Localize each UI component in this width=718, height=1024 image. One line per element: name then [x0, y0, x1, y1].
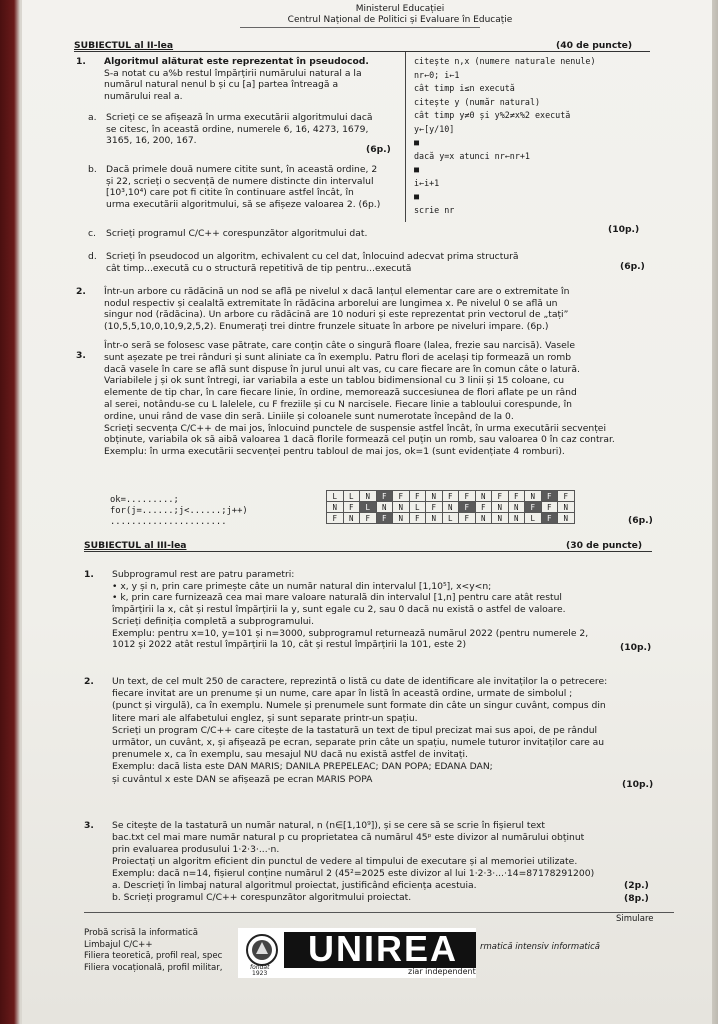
grid-cell: F	[459, 513, 476, 524]
q1-line: numărului real a.	[104, 90, 183, 102]
grid-cell: F	[426, 502, 443, 513]
q3-line: elemente de tip char, în care fiecare linie, în ordine, memorează succesiunea de flori aflate pe un rând	[104, 387, 577, 399]
s3-q1-number: 1.	[84, 569, 94, 580]
logo-wordmark: UNIREA	[308, 928, 459, 969]
subject-3-points: (30 de puncte)	[566, 540, 643, 551]
q3-code-line: ok=.........;	[110, 495, 179, 505]
subject-3-rule	[84, 551, 652, 552]
s3-q1-line: • k, prin care furnizează cea mai mare valoare naturală din intervalul [1,n] pentru care atât restul	[112, 592, 562, 604]
grid-cell: F	[409, 513, 426, 524]
q1b-line: [10³,10⁴) care pot fi citite în continuare astfel încât, în	[106, 187, 354, 198]
grid-cell: F	[541, 513, 558, 524]
footer-line: Limbajul C/C++	[84, 939, 153, 950]
grid-cell: F	[327, 513, 344, 524]
grid-cell: N	[360, 491, 377, 502]
footer-line: Filiera teoretică, profil real, spec	[84, 951, 223, 961]
grid-cell: N	[492, 502, 509, 513]
pseudocode-line: ■	[414, 137, 420, 147]
grid-cell: N	[393, 513, 410, 524]
grid-cell: F	[525, 502, 542, 513]
footer-simulare: Simulare	[616, 914, 654, 924]
q2-line: nodul respectiv și cealaltă extremitate în rădăcina arborelui are lungimea x. Pe nivelul 0 se află un	[104, 297, 558, 309]
q3-line: obținute, variabila ok să aibă valoarea 1 dacă florile formează cel puțin un romb, sau valoarea 0 în caz contrar.	[104, 434, 615, 446]
grid-cell: F	[459, 491, 476, 502]
s3-q2-line: (punct și virgulă), ca în exemplu. Numele și prenumele sunt formate din câte un singur cuvânt, compus din	[112, 700, 606, 712]
q3-line: ordine, unui rând de vase din seră. Liniile și coloanele sunt numerotate începând de la 0.	[104, 410, 514, 422]
grid-cell: N	[393, 502, 410, 513]
s3-q2-line: și cuvântul x este DAN se afișează pe ecran MARIS POPA	[112, 773, 373, 785]
logo-subtitle: ziar independent	[408, 967, 476, 976]
grid-cell: F	[541, 502, 558, 513]
grid-row	[327, 513, 575, 524]
q3-line: al serei, notându-se cu L lalelele, cu F freziile și cu N narcisele. Fiecare linie a tabloului corespunde, în	[104, 399, 572, 410]
s3-q1-line: Exemplu: pentru x=10, y=101 și n=3000, subprogramul returnează numărul 2022 (pentru numerele 2,	[112, 627, 589, 639]
q1a-line: se citesc, în această ordine, numerele 6, 16, 4273, 1679,	[106, 123, 369, 135]
s3-q2-number: 2.	[84, 676, 94, 687]
grid-cell: N	[327, 502, 344, 513]
pseudocode-line: cât timp y≠0 și y%2≠x%2 execută	[414, 110, 571, 120]
q3-line: sunt așezate pe trei rânduri și sunt aliniate ca în exemplu. Patru flori de același tip formează un romb	[104, 351, 572, 363]
s3-q1-line: împărțirii la x, cât și restul împărțirii la y, sunt egale cu 2, sau 0 dacă nu există o astfel de valoare.	[112, 604, 566, 616]
grid-cell: N	[508, 513, 525, 524]
q3-code-line: ......................	[110, 517, 227, 527]
q3-line: Scrieți secvența C/C++ de mai jos, înlocuind punctele de suspensie astfel încât, în urma executării secvenței	[104, 422, 607, 434]
grid-cell: L	[360, 502, 377, 513]
footer-line: Probă scrisă la informatică	[84, 928, 198, 938]
subject-3-title: SUBIECTUL al III-lea	[84, 540, 187, 551]
subject-2-title: SUBIECTUL al II-lea	[74, 40, 174, 51]
grid-cell: F	[376, 491, 393, 502]
q2-line: singur nod (rădăcina). Un arbore cu rădăcină are 10 noduri și este reprezentat prin vectorul de „tați”	[104, 309, 569, 320]
q1b-letter: b.	[88, 164, 97, 175]
center-name: Centrul Național de Politici și Evaluare în Educație	[287, 15, 513, 25]
q1c-points: (10p.)	[608, 224, 640, 235]
q3-line: Exemplu: în urma executării secvenței pentru tabloul de mai jos, ok=1 (sunt evidențiate 4 romburi).	[104, 446, 565, 458]
s3-q2-points: (10p.)	[622, 779, 654, 790]
q1a-letter: a.	[88, 112, 97, 123]
q2-line: Într-un arbore cu rădăcină un nod se află pe nivelul x dacă lanțul elementar care are o extremitate în	[104, 286, 570, 297]
grid-row	[327, 502, 575, 513]
unirea-logo	[238, 928, 476, 978]
grid-cell: N	[525, 491, 542, 502]
grid-cell: F	[376, 513, 393, 524]
grid-cell: F	[442, 491, 459, 502]
grid-cell: L	[409, 502, 426, 513]
s3-q2-line: litere mari ale alfabetului englez, și sunt separate printr-un spațiu.	[112, 712, 418, 724]
q1c-text: Scrieți programul C/C++ corespunzător algoritmului dat.	[106, 228, 368, 239]
code-box-divider	[405, 52, 406, 222]
logo-year: 1923	[252, 970, 268, 977]
q1-line: S-a notat cu a%b restul împărțirii numărului natural a la	[104, 67, 362, 79]
s3-q1-line: 1012 și 2022 atât restul împărțirii la 10, cât și restul împărțirii la 101, este 2)	[112, 639, 467, 651]
s3-q1-line: Scrieți definiția completă a subprogramului.	[112, 615, 314, 627]
s3-q1-line: • x, y și n, prin care primește câte un număr natural din intervalul [1,10⁵], x<y<n;	[112, 580, 492, 592]
pseudocode-line: nr←0; i←1	[414, 69, 460, 80]
flower-grid	[326, 490, 575, 524]
q1d-points: (6p.)	[620, 261, 645, 272]
s3-q2-line: Un text, de cel mult 250 de caractere, reprezintă o listă cu date de identificare ale invitaților la o petrecere:	[112, 676, 608, 687]
s3-q1-line: Subprogramul rest are patru parametri:	[112, 569, 295, 580]
q1-line: Algoritmul alăturat este reprezentat în pseudocod.	[104, 56, 369, 67]
pseudocode-line: citește y (număr natural)	[414, 96, 541, 107]
grid-cell: F	[459, 502, 476, 513]
q1-number: 1.	[76, 56, 86, 67]
pseudocode-line: ■	[414, 164, 420, 174]
s3-q3-number: 3.	[84, 820, 94, 831]
pseudocode-line: scrie nr	[414, 204, 455, 215]
grid-cell: F	[541, 491, 558, 502]
s3-q2-line: următor, un cuvânt, x, și afișează pe ecran, separate prin câte un spațiu, numele tuturor invitaților care au	[112, 737, 605, 748]
grid-cell: N	[475, 491, 492, 502]
grid-cell: F	[475, 502, 492, 513]
q1a-points: (6p.)	[366, 144, 391, 155]
s3-q3-line: b. Scrieți programul C/C++ corespunzător algoritmului proiectat.	[112, 892, 412, 903]
grid-cell: F	[558, 491, 575, 502]
q1d-letter: d.	[88, 251, 97, 262]
grid-cell: F	[508, 491, 525, 502]
pseudocode-line: dacă y=x atunci nr←nr+1	[414, 150, 530, 161]
q1-line: numărul natural nenul b și cu [a] partea întreagă a	[104, 79, 339, 90]
q1b-line: Dacă primele două numere citite sunt, în această ordine, 2	[106, 164, 378, 175]
s3-q2-line: Scrieți un program C/C++ care citește de la tastatură un text de tipul precizat mai sus apoi, de pe rândul	[112, 724, 598, 736]
logo-founded-label: fondat	[250, 964, 270, 971]
s3-q3-line: prin evaluarea produsului 1·2·3·...·n.	[112, 844, 280, 855]
pseudocode-line: citește n,x (numere naturale nenule)	[414, 56, 596, 66]
grid-cell: L	[327, 491, 344, 502]
grid-cell: L	[442, 513, 459, 524]
grid-cell: N	[558, 502, 575, 513]
q1a-line: 3165, 16, 200, 167.	[106, 135, 197, 146]
header-underline	[240, 27, 480, 28]
grid-cell: L	[343, 491, 360, 502]
s3-q2-line: Exemplu: dacă lista este DAN MARIS; DANILA PREPELEAC; DAN POPA; EDANA DAN;	[112, 761, 493, 773]
footer-rule	[84, 912, 674, 913]
pseudocode-line: i←i+1	[414, 177, 440, 188]
q1d-line: Scrieți în pseudocod un algoritm, echivalent cu cel dat, înlocuind adecvat prima structură	[106, 251, 519, 262]
q2-line: (10,5,5,10,0,10,9,2,5,2). Enumerați trei dintre frunzele situate în arbore pe niveluri impare. (6p.)	[104, 320, 549, 332]
q1c-letter: c.	[88, 228, 96, 239]
grid-cell: N	[558, 513, 575, 524]
pseudocode-line: y←[y/10]	[414, 123, 455, 134]
grid-cell: F	[393, 491, 410, 502]
s3-q1-points: (10p.)	[620, 642, 652, 653]
s3-q3-line: Exemplu: dacă n=14, fișierul conține numărul 2 (45²=2025 este divizor al lui 1·2·3·...·14=87178291200)	[112, 868, 595, 879]
q3-line: dacă vasele în care se află sunt dispuse în jurul unui alt vas, cu care fiecare are în comun câte o latură.	[104, 363, 580, 375]
s3-q3a-points: (2p.)	[624, 880, 649, 891]
s3-q3-line: Se citește de la tastatură un număr natural, n (n∈[1,10⁹]), și se cere să se scrie în fișierul text	[112, 820, 545, 831]
footer-line: Filiera vocațională, profil militar,	[84, 962, 223, 973]
grid-cell: F	[360, 513, 377, 524]
grid-cell: N	[343, 513, 360, 524]
grid-cell: F	[343, 502, 360, 513]
grid-cell: N	[426, 491, 443, 502]
pseudocode-line: ■	[414, 191, 420, 201]
subject-2-points: (40 de puncte)	[556, 40, 633, 51]
q1d-line: cât timp...execută cu o structură repetitivă de tip pentru...execută	[106, 262, 412, 274]
q1b-line: și 22, scrieți o secvență de numere distincte din intervalul	[106, 175, 374, 187]
grid-cell: N	[475, 513, 492, 524]
q2-number: 2.	[76, 286, 86, 297]
q3-line: Într-o seră se folosesc vase pătrate, care conțin câte o singură floare (lalea, frezie sau narcisă). Vasele	[104, 340, 575, 351]
s3-q3-line: Proiectați un algoritm eficient din punctul de vedere al timpului de executare și al memoriei utilizate.	[112, 856, 578, 867]
grid-cell: N	[508, 502, 525, 513]
grid-row	[327, 491, 575, 502]
pseudocode-line: cât timp i≤n execută	[414, 83, 515, 93]
s3-q3-line: a. Descrieți în limbaj natural algoritmul proiectat, justificând eficiența acestuia.	[112, 880, 477, 891]
grid-cell: F	[409, 491, 426, 502]
subject-2-rule	[74, 51, 650, 52]
s3-q3-line: bac.txt cel mai mare număr natural p cu proprietatea că numărul 45ᵖ este divizor al numărului obținut	[112, 832, 585, 843]
grid-cell: F	[492, 491, 509, 502]
s3-q2-line: prenumele x, ca în exemplu, sau mesajul NU dacă nu există astfel de invitați.	[112, 749, 468, 761]
footer-right-text: rmatică intensiv informatică	[480, 942, 600, 952]
q3-line: Variabilele j și ok sunt întregi, iar variabila a este un tablou bidimensional cu 3 linii și 15 coloane, cu	[104, 375, 565, 387]
q3-points: (6p.)	[628, 515, 653, 526]
s3-q3b-points: (8p.)	[624, 893, 649, 904]
grid-cell: L	[525, 513, 542, 524]
q1a-line: Scrieți ce se afișează în urma executării algoritmului dacă	[106, 112, 373, 123]
q3-number: 3.	[76, 350, 86, 361]
ministry-name: Ministerul Educației	[355, 4, 445, 14]
grid-cell: N	[376, 502, 393, 513]
s3-q2-line: fiecare invitat are un prenume și un nume, care apar în listă în această ordine, urmate de simbolul ;	[112, 688, 573, 700]
grid-cell: N	[492, 513, 509, 524]
q1b-line: urma executării algoritmului, să se afișeze valoarea 2. (6p.)	[106, 198, 381, 210]
grid-cell: N	[426, 513, 443, 524]
grid-cell: N	[442, 502, 459, 513]
q3-code-line: for(j=......;j<......;j++)	[110, 506, 248, 516]
